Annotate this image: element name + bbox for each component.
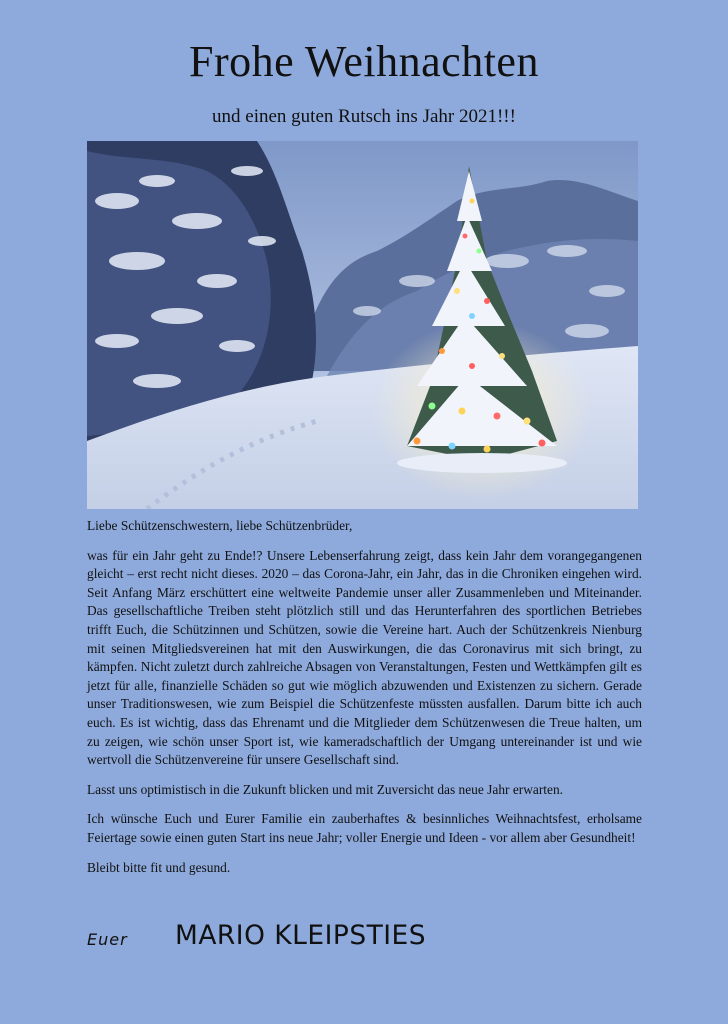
signature-name: MARIO KLEIPSTIES — [175, 920, 427, 951]
letter-paragraph: Ich wünsche Euch und Eurer Familie ein zauberhaftes & besinnliches Weihnachtsfest, erholsame Feiertage sowie einen guten Start ins neue Jahr; voller Energie und Ideen - vor allem aber Gesundheit! — [87, 811, 642, 845]
letter-body — [87, 517, 642, 888]
page-title: Frohe Weihnachten — [189, 37, 539, 86]
letter-greeting: Liebe Schützenschwestern, liebe Schützenbrüder, — [87, 518, 353, 533]
signature-closing: Euer — [87, 930, 128, 949]
letter-paragraph: was für ein Jahr geht zu Ende!? Unsere Lebenserfahrung zeigt, dass kein Jahr dem vorangegangenen gleicht – erst recht nicht dieses. 2020 – das Corona-Jahr, ein Jahr, das in die Chroniken eingehen wird. Seit Anfang März erschüttert eine weltweite Pandemie unser aller Zusammenleben und Miteinander. Das gesellschaftliche Treiben steht plötzlich still und das Herunterfahren des sportlichen Betriebes trifft Euch, die Schützinnen und Schützen, sowie die Vereine hart. Auch der Schützenkreis Nienburg mit seinen Mitgliedsvereinen hat mit den Auswirkungen, die das Coronavirus mit sich bringt, zu kämpfen. Nicht zuletzt durch zahlreiche Absagen von Veranstaltungen, Festen und Wettkämpfen gilt es jetzt für alle, finanzielle Schäden so gut wie möglich abzuwenden und Existenzen zu sichern. Gerade unser Traditionswesen, wie zum Beispiel die Schützenfeste müssten ausfallen. Darum bitte ich auch euch. Es ist wichtig, dass das Ehrenamt und die Mitglieder dem Schützenwesen die Treue halten, um zu zeigen, wie schön unser Sport ist, wie kameradschaftlich der Umgang untereinander ist und wie wertvoll die Schützenvereine für unsere Gesellschaft sind. — [87, 547, 642, 768]
signature — [87, 918, 647, 958]
letter-paragraph: Lasst uns optimistisch in die Zukunft blicken und mit Zuversicht das neue Jahr erwarten. — [87, 781, 564, 797]
page-subtitle: und einen guten Rutsch ins Jahr 2021!!! — [212, 106, 516, 127]
christmas-tree-photo — [87, 141, 638, 509]
letter-paragraph: Bleibt bitte fit und gesund. — [87, 859, 231, 875]
